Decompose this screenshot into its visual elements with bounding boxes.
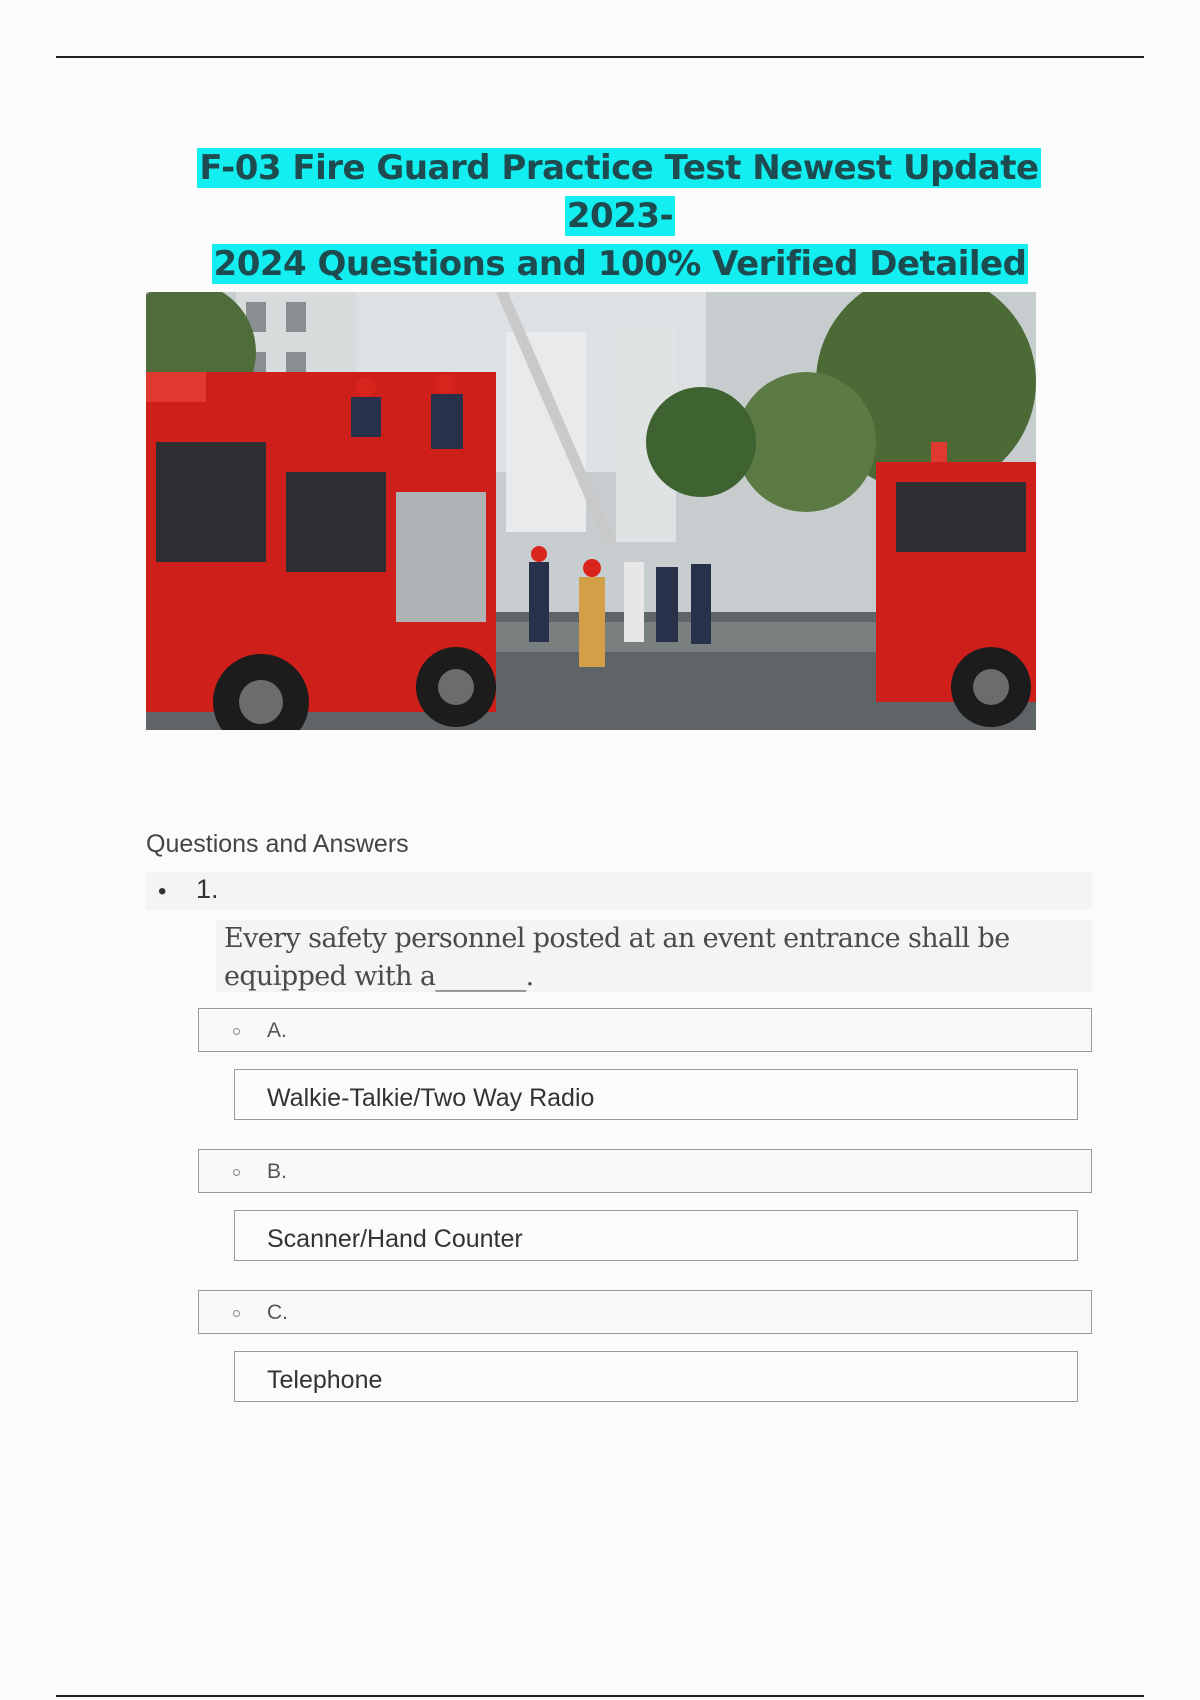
- question-text-box: [216, 920, 1092, 992]
- list-bullet: •: [158, 878, 167, 905]
- option-b-row[interactable]: [198, 1149, 1092, 1193]
- radio-circle-icon[interactable]: [233, 1028, 240, 1035]
- question-number-row: [146, 872, 1092, 910]
- radio-circle-icon[interactable]: [233, 1310, 240, 1317]
- option-letter: A.: [267, 1019, 287, 1042]
- option-letter: B.: [267, 1160, 287, 1183]
- question-number: 1.: [196, 874, 219, 904]
- question-text: Every safety personnel posted at an event entrance shall be equipped with a_______.: [224, 923, 1010, 992]
- answer-text: Walkie-Talkie/Two Way Radio: [267, 1084, 595, 1112]
- answer-text: Telephone: [267, 1366, 383, 1394]
- section-heading: Questions and Answers: [146, 830, 409, 858]
- radio-circle-icon[interactable]: [233, 1169, 240, 1176]
- hero-photo: [146, 292, 1036, 730]
- option-a-answer[interactable]: [234, 1069, 1078, 1120]
- title-line-1: F-03 Fire Guard Practice Test Newest Update 2023-: [199, 148, 1039, 236]
- option-c-row[interactable]: [198, 1290, 1092, 1334]
- option-c-answer[interactable]: [234, 1351, 1078, 1402]
- answer-text: Scanner/Hand Counter: [267, 1225, 523, 1253]
- option-a-row[interactable]: [198, 1008, 1092, 1052]
- title-line-2: 2024 Questions and 100% Verified Detailed: [212, 244, 1029, 332]
- bottom-rule: [56, 1695, 1144, 1697]
- top-rule: [56, 56, 1144, 58]
- option-letter: C.: [267, 1301, 288, 1324]
- option-b-answer[interactable]: [234, 1210, 1078, 1261]
